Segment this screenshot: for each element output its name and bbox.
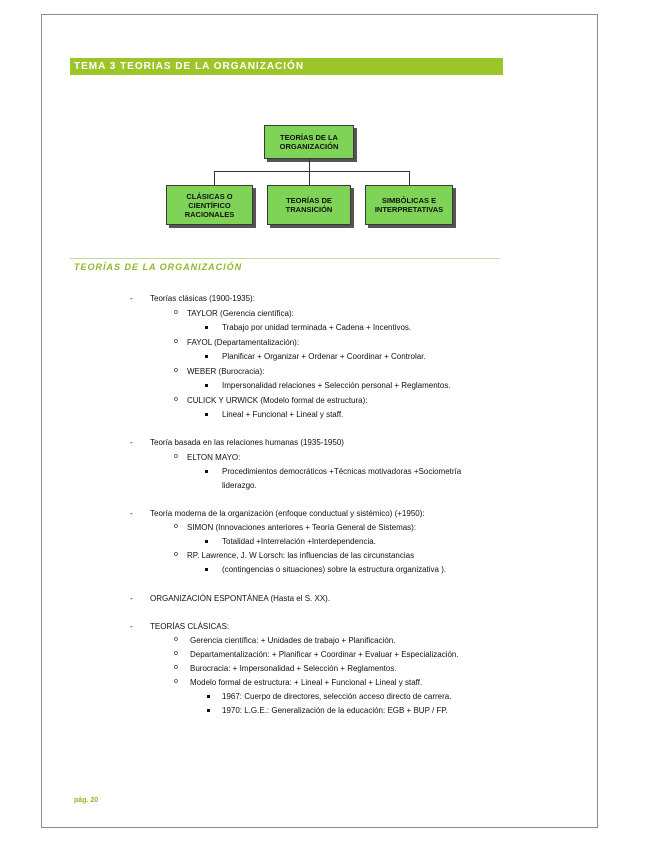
diagram-connector-right: [409, 171, 410, 185]
circle-bullet: o: [174, 338, 178, 345]
section-divider: [70, 258, 500, 259]
chapter-title-bar: TEMA 3 TEORIAS DE LA ORGANIZACIÓN: [70, 58, 503, 75]
square-bullet: [205, 540, 208, 543]
list-item: Impersonalidad relaciones + Selección personal + Reglamentos.: [222, 381, 451, 390]
list-item: FAYOL (Departamentalización):: [187, 338, 300, 347]
square-bullet: [205, 470, 208, 473]
section-heading: TEORÍAS DE LA ORGANIZACIÓN: [74, 262, 243, 272]
dash-bullet: -: [130, 594, 133, 603]
list-item: WEBER (Burocracia):: [187, 367, 265, 376]
circle-bullet: o: [174, 523, 178, 530]
list-item: Teoría basada en las relaciones humanas (1935-1950): [150, 438, 344, 447]
list-item: SIMON (Innovaciones anteriores + Teoría General de Sistemas):: [187, 523, 417, 532]
list-item: Teorías clásicas (1900-1935):: [150, 294, 255, 303]
diagram-connector-center: [309, 171, 310, 185]
circle-bullet: o: [174, 367, 178, 374]
circle-bullet: o: [174, 650, 178, 657]
list-item: Planificar + Organizar + Ordenar + Coordinar + Controlar.: [222, 352, 426, 361]
square-bullet: [205, 413, 208, 416]
list-item: (contingencias o situaciones) sobre la estructura organizativa ).: [222, 565, 447, 574]
circle-bullet: o: [174, 664, 178, 671]
dash-bullet: -: [130, 509, 133, 518]
dash-bullet: -: [130, 622, 133, 631]
list-item: CULICK Y URWICK (Modelo formal de estructura):: [187, 396, 368, 405]
list-item: TEORÍAS CLÁSICAS:: [150, 622, 230, 631]
list-item: TAYLOR (Gerencia científica):: [187, 309, 294, 318]
circle-bullet: o: [174, 309, 178, 316]
diagram-connector-vertical: [309, 159, 310, 171]
circle-bullet: o: [174, 396, 178, 403]
page-number: pág. 20: [74, 797, 99, 804]
list-item: ORGANIZACIÓN ESPONTÁNEA (Hasta el S. XX).: [150, 594, 331, 603]
circle-bullet: o: [174, 636, 178, 643]
list-item: Lineal + Funcional + Lineal y staff.: [222, 410, 344, 419]
diagram-child-box-simbolicas: SIMBÓLICAS E INTERPRETATIVAS: [365, 185, 453, 225]
list-item: 1970: L.G.E.: Generalización de la educación: EGB + BUP / FP.: [222, 706, 448, 715]
list-item: Trabajo por unidad terminada + Cadena + Incentivos.: [222, 323, 412, 332]
diagram-child-box-clasicas: CLÁSICAS O CIENTÍFICO RACIONALES: [166, 185, 253, 225]
list-item: Teoría moderna de la organización (enfoque conductual y sistémico) (+1950):: [150, 509, 425, 518]
diagram-connector-horizontal: [214, 171, 409, 172]
square-bullet: [207, 695, 210, 698]
list-item: Burocracia: + Impersonalidad + Selección + Reglamentos.: [190, 664, 397, 673]
diagram-connector-left: [214, 171, 215, 185]
square-bullet: [207, 709, 210, 712]
diagram-child-box-transicion: TEORÍAS DE TRANSICIÓN: [267, 185, 351, 225]
list-item: Departamentalización: + Planificar + Coordinar + Evaluar + Especialización.: [190, 650, 459, 659]
list-item: RP. Lawrence, J. W Lorsch: las influencias de las circunstancias: [187, 551, 415, 560]
list-item: Modelo formal de estructura: + Lineal + Funcional + Lineal y staff.: [190, 678, 423, 687]
diagram-root-box: TEORÍAS DE LA ORGANIZACIÓN: [264, 125, 354, 159]
square-bullet: [205, 568, 208, 571]
circle-bullet: o: [174, 453, 178, 460]
list-item: Gerencia científica: + Unidades de trabajo + Planificación.: [190, 636, 396, 645]
dash-bullet: -: [130, 294, 133, 303]
circle-bullet: o: [174, 678, 178, 685]
circle-bullet: o: [174, 551, 178, 558]
list-item: 1967: Cuerpo de directores, selección acceso directo de carrera.: [222, 692, 452, 701]
list-item: ELTON MAYO:: [187, 453, 241, 462]
list-item-continuation: liderazgo.: [222, 481, 257, 490]
dash-bullet: -: [130, 438, 133, 447]
square-bullet: [205, 355, 208, 358]
list-item: Procedimientos democráticos +Técnicas motivadoras +Sociometría: [222, 467, 462, 476]
list-item: Totalidad +Interrelación +Interdependencia.: [222, 537, 376, 546]
square-bullet: [205, 384, 208, 387]
square-bullet: [205, 326, 208, 329]
